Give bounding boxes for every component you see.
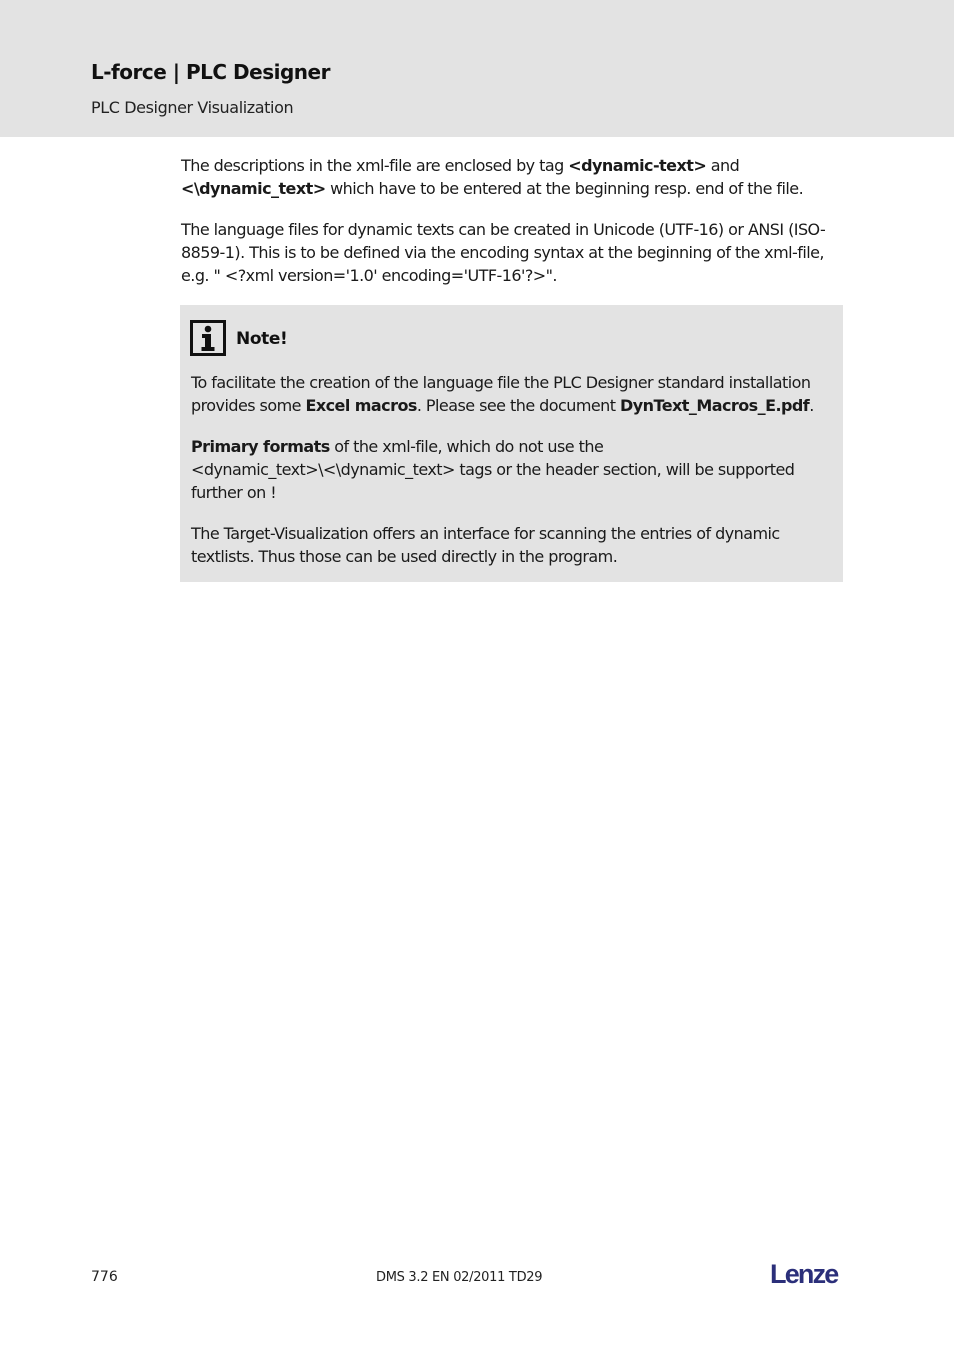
note-paragraph-primary-formats — [191, 435, 831, 504]
lenze-logo — [770, 1260, 850, 1288]
note-paragraph-excel-macros — [191, 371, 831, 417]
paragraph-encoding — [181, 218, 849, 287]
excel-macros-term: Excel macros — [305, 396, 417, 415]
text-line: The Target-Visualization offers an interface for scanning the entries of dynamic — [191, 524, 780, 543]
document-id: DMS 3.2 EN 02/2011 TD29 — [376, 1270, 543, 1285]
tag-dynamic-text-end: <\dynamic_text> — [181, 179, 326, 198]
tag-dynamic-text: <dynamic-text> — [568, 156, 707, 175]
svg-text:Lenze: Lenze — [770, 1260, 838, 1288]
text-line: e.g. " <?xml version='1.0' encoding='UTF-16'?>". — [181, 266, 557, 285]
note-box — [180, 305, 843, 582]
note-title: Note! — [236, 329, 288, 349]
text-line: The language files for dynamic texts can be created in Unicode (UTF-16) or ANSI (ISO- — [181, 220, 826, 239]
text-line: To facilitate the creation of the language file the PLC Designer standard installation — [191, 373, 811, 392]
text-line: Primary formats of the xml-file, which do not use the — [191, 437, 604, 456]
text-line: <\dynamic_text> which have to be entered at the beginning resp. end of the file. — [181, 179, 804, 198]
text-line: further on ! — [191, 483, 277, 502]
primary-formats-term: Primary formats — [191, 437, 330, 456]
page-header — [0, 0, 954, 137]
text-line: provides some Excel macros. Please see the document DynText_Macros_E.pdf. — [191, 396, 814, 415]
page-number: 776 — [91, 1269, 118, 1285]
text-line: The descriptions in the xml-file are enclosed by tag <dynamic-text> and — [181, 156, 740, 175]
text-line: 8859-1). This is to be defined via the encoding syntax at the beginning of the xml-file, — [181, 243, 824, 262]
note-paragraph-target-visualization — [191, 522, 831, 568]
paragraph-dynamic-text-tags — [181, 154, 849, 200]
header-subtitle: PLC Designer Visualization — [91, 98, 294, 117]
text-line: <dynamic_text>\<\dynamic_text> tags or the header section, will be supported — [191, 460, 795, 479]
info-icon — [190, 320, 226, 356]
document-name: DynText_Macros_E.pdf — [620, 396, 810, 415]
text-line: textlists. Thus those can be used directly in the program. — [191, 547, 618, 566]
header-title: L-force | PLC Designer — [91, 60, 330, 84]
